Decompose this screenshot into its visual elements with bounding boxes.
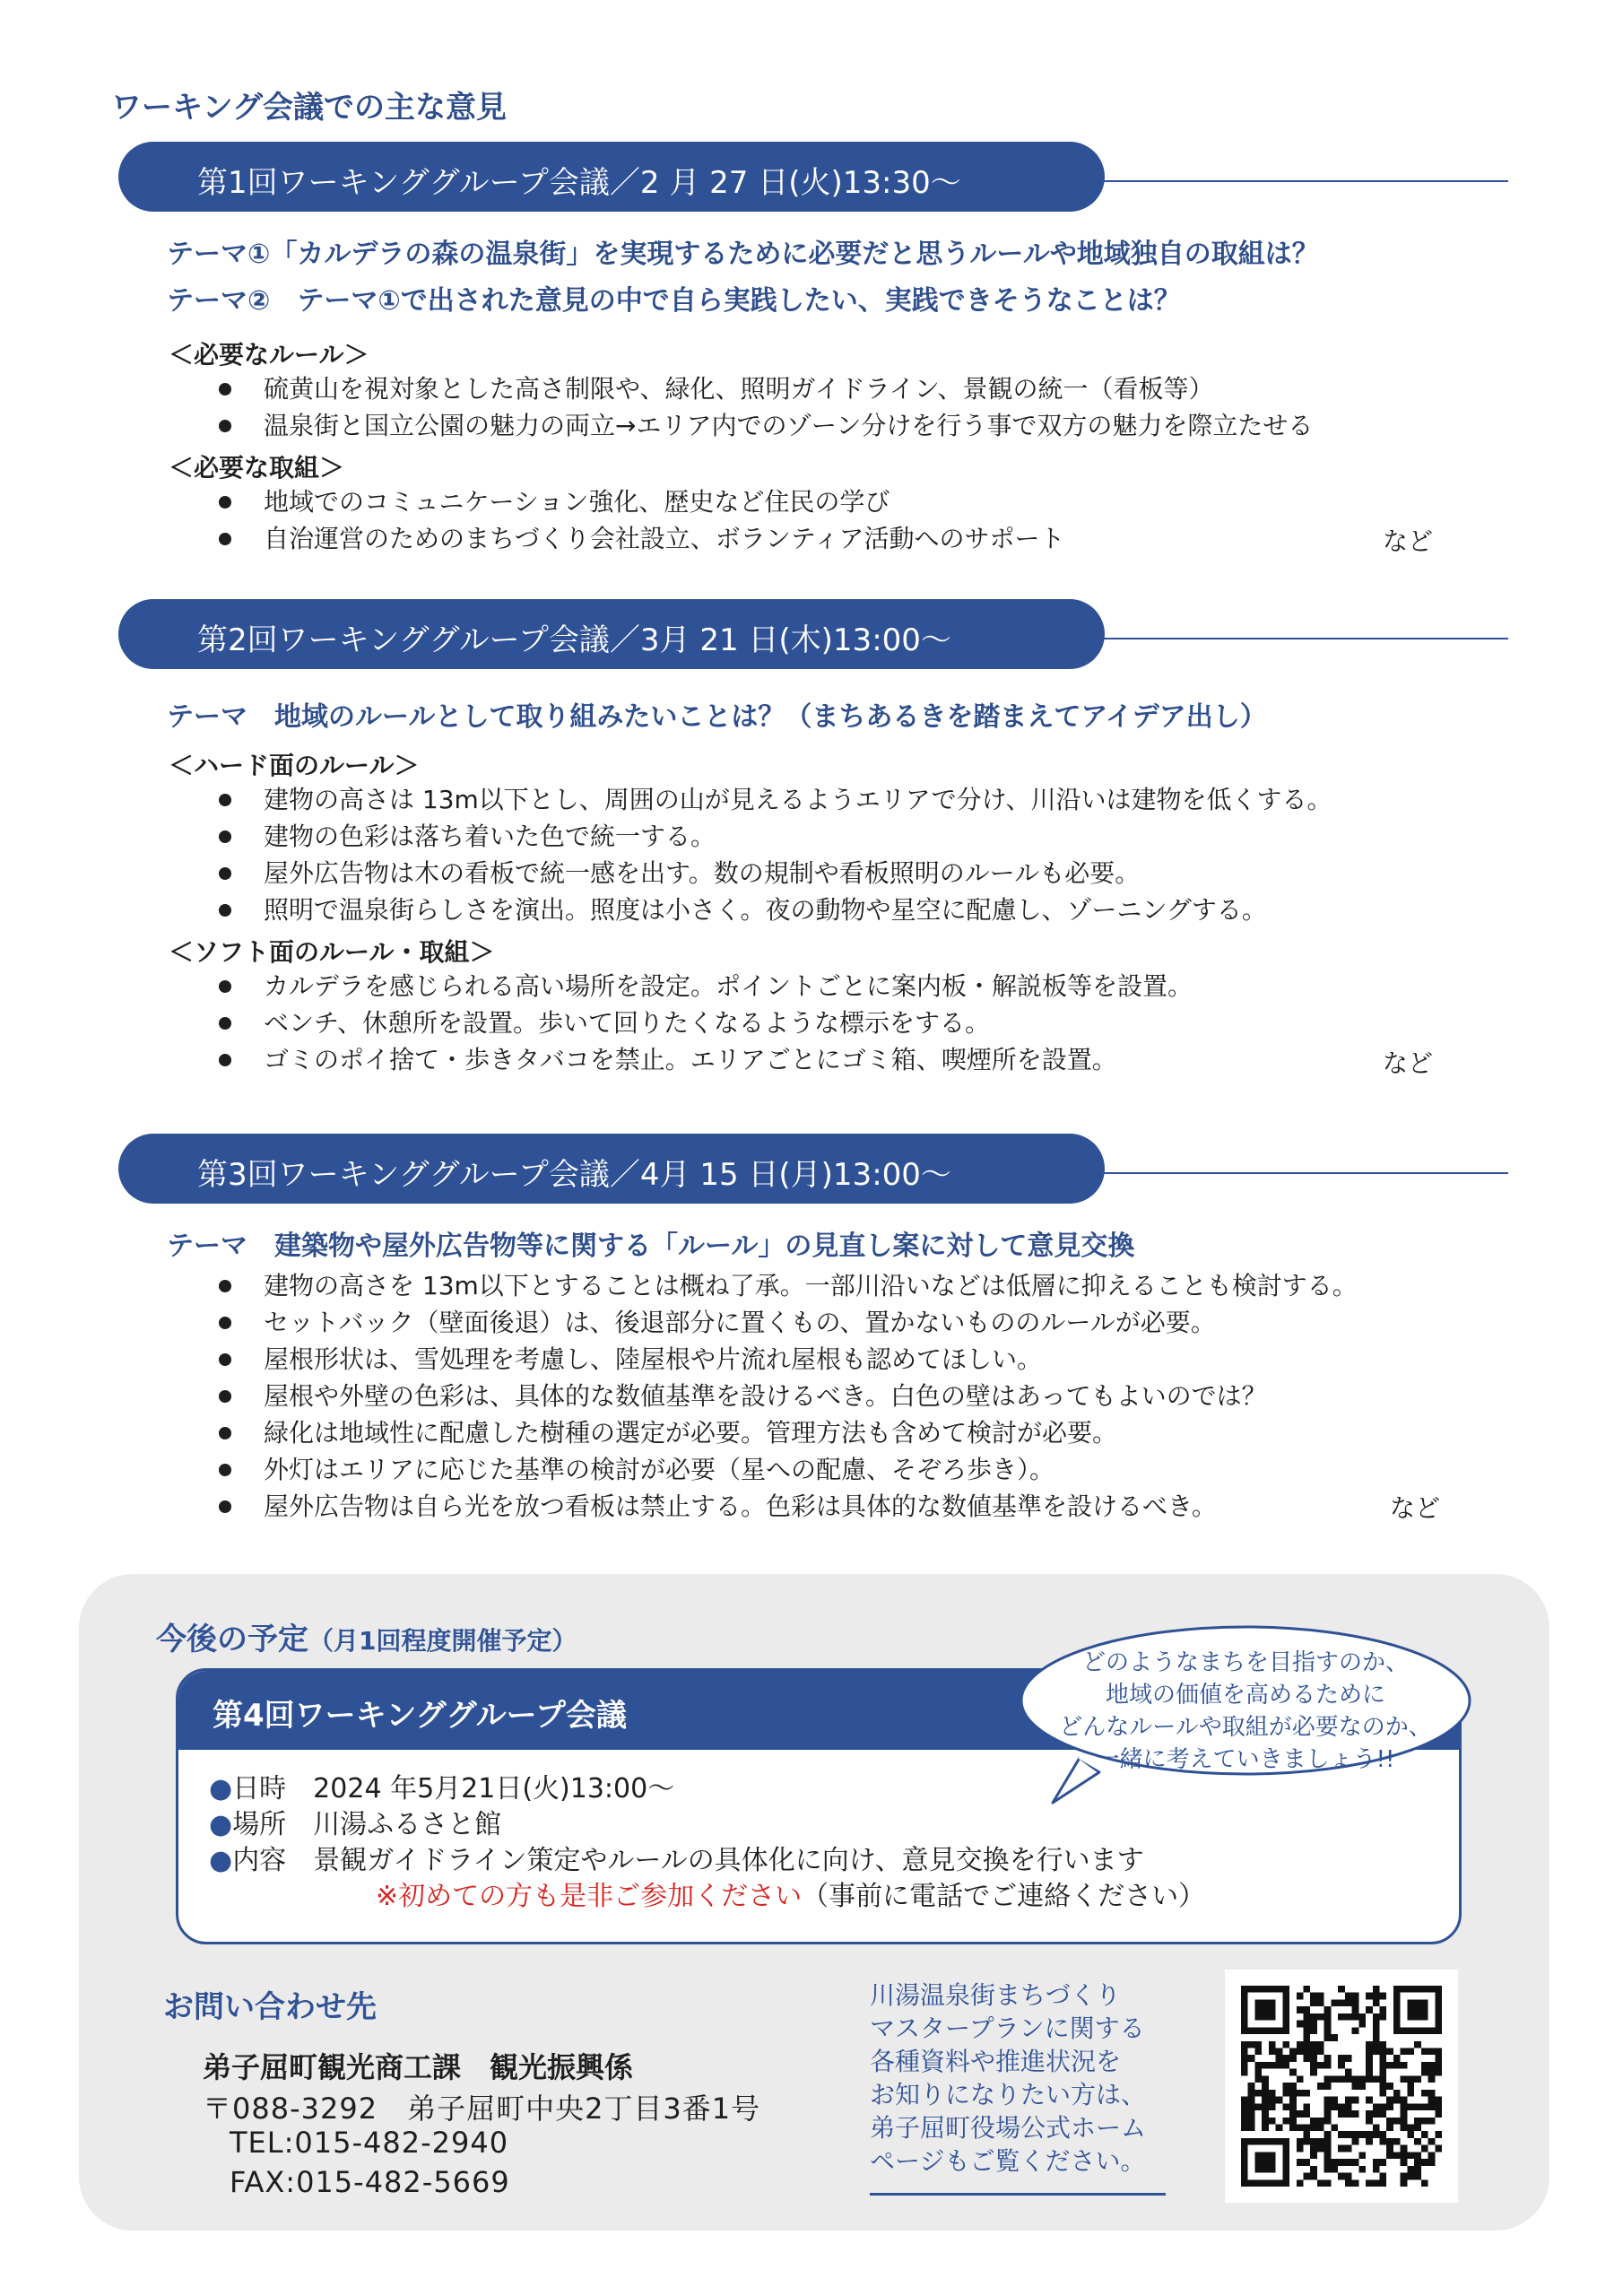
session-3-title: 第3回ワーキンググループ会議／4月 15 日(月)13:00～ bbox=[197, 1157, 951, 1193]
list-item: 外灯はエリアに応じた基準の検討が必要（星への配慮、そぞろ歩き）。 bbox=[219, 1452, 1456, 1489]
session-1-rules-list bbox=[219, 371, 1456, 445]
session-1-title: 第1回ワーキンググループ会議／2 月 27 日(火)13:30～ bbox=[197, 165, 961, 201]
bullet-icon bbox=[219, 1500, 231, 1513]
inquiry-tel: TEL:015-482-2940 bbox=[230, 2126, 509, 2160]
list-item: カルデラを感じられる高い場所を設定。ポイントごとに案内板・解説板等を設置。 bbox=[219, 969, 1456, 1005]
session-1-theme-2: テーマ② テーマ①で出された意見の中で自ら実践したい、実践できそうなことは？ bbox=[167, 285, 1181, 317]
masterplan-note: 川湯温泉街まちづくり マスタープランに関する 各種資料や推進状況を お知りになりたい方は、 弟子屈町役場公式ホーム ページもご覧ください。 bbox=[870, 1980, 1147, 2176]
session-3-header bbox=[118, 1134, 1508, 1204]
speech-bubble-text: どのようなまちを目指すのか、 地域の価値を高めるために どんなルールや取組が必要なのか、 一緒に考えていきましょう!! bbox=[1059, 1649, 1432, 1773]
list-item: 屋外広告物は自ら光を放つ看板は禁止する。色彩は具体的な数値基準を設けるべき。 bbox=[219, 1489, 1456, 1526]
bullet-icon bbox=[219, 533, 231, 545]
bullet-icon bbox=[219, 1054, 231, 1066]
inquiry-dept: 弟子屈町観光商工課 観光振興係 bbox=[203, 2050, 634, 2084]
bullet-icon: ● bbox=[209, 1845, 233, 1876]
list-item: 自治運営のためのまちづくり会社設立、ボランティア活動へのサポート bbox=[219, 521, 1456, 558]
bullet-icon bbox=[219, 420, 231, 432]
session-3-theme: テーマ 建築物や屋外広告物等に関する「ルール」の見直し案に対して意見交換 bbox=[167, 1231, 1135, 1262]
session-1-category-actions: ＜必要な取組＞ bbox=[169, 453, 345, 483]
bullet-icon bbox=[219, 867, 231, 880]
session-3-rule bbox=[1096, 1172, 1508, 1174]
schedule-title: 今後の予定（月1回程度開催予定） bbox=[156, 1622, 577, 1657]
list-item: 硫黄山を視対象とした高さ制限や、緑化、照明ガイドライン、景観の統一（看板等） bbox=[219, 371, 1456, 408]
session-2-header bbox=[118, 599, 1508, 669]
bullet-icon bbox=[219, 794, 231, 806]
meeting-4-datetime: ●日時 2024 年5月21日(火)13:00～ bbox=[209, 1773, 675, 1805]
bullet-icon bbox=[219, 383, 231, 396]
list-item: ベンチ、休憩所を設置。歩いて回りたくなるような標示をする。 bbox=[219, 1005, 1456, 1042]
bullet-icon: ● bbox=[209, 1809, 233, 1840]
session-2-hard-list bbox=[219, 782, 1456, 929]
session-2-soft-list bbox=[219, 969, 1456, 1079]
list-item: 照明で温泉街らしさを演出。照度は小さく。夜の動物や星空に配慮し、ゾーニングする。 bbox=[219, 892, 1456, 929]
session-1-suffix: など bbox=[1383, 526, 1434, 556]
bullet-icon bbox=[219, 1427, 231, 1439]
list-item: 屋外広告物は木の看板で統一感を出す。数の規制や看板照明のルールも必要。 bbox=[219, 856, 1456, 892]
bullet-icon bbox=[219, 1317, 231, 1329]
list-item: 緑化は地域性に配慮した樹種の選定が必要。管理方法も含めて検討が必要。 bbox=[219, 1415, 1456, 1452]
session-2-category-hard: ＜ハード面のルール＞ bbox=[169, 751, 420, 780]
masterplan-note-underline bbox=[870, 2193, 1166, 2196]
inquiry-address: 〒088-3292 弟子屈町中央2丁目3番1号 bbox=[203, 2092, 761, 2126]
session-1-header bbox=[118, 142, 1508, 212]
inquiry-title: お問い合わせ先 bbox=[163, 1989, 377, 2025]
list-item: ゴミのポイ捨て・歩きタバコを禁止。エリアごとにゴミ箱、喫煙所を設置。 bbox=[219, 1042, 1456, 1079]
bullet-icon bbox=[219, 1464, 231, 1476]
list-item: 建物の高さを 13m以下とすることは概ね了承。一部川沿いなどは低層に抑えることも検討する。 bbox=[219, 1268, 1456, 1305]
session-2-rule bbox=[1096, 638, 1508, 639]
inquiry-fax: FAX:015-482-5669 bbox=[230, 2165, 510, 2199]
list-item: 建物の高さは 13m以下とし、周囲の山が見えるようエリアで分け、川沿いは建物を低くする。 bbox=[219, 782, 1456, 819]
meeting-4-title: 第4回ワーキンググループ会議 bbox=[213, 1698, 627, 1734]
session-2-title: 第2回ワーキンググループ会議／3月 21 日(木)13:00～ bbox=[197, 622, 951, 658]
session-1-actions-list bbox=[219, 484, 1456, 558]
list-item: 地域でのコミュニケーション強化、歴史など住民の学び bbox=[219, 484, 1456, 521]
meeting-4-content: ●内容 景観ガイドライン策定やルールの具体化に向け、意見交換を行います bbox=[209, 1845, 1144, 1876]
session-1-category-rules: ＜必要なルール＞ bbox=[169, 340, 369, 370]
session-2-category-soft: ＜ソフト面のルール・取組＞ bbox=[169, 937, 495, 967]
bullet-icon bbox=[219, 904, 231, 917]
qr-code[interactable] bbox=[1225, 1970, 1458, 2203]
list-item: 屋根や外壁の色彩は、具体的な数値基準を設けるべき。白色の壁はあってもよいのでは？ bbox=[219, 1378, 1456, 1415]
list-item: 温泉街と国立公園の魅力の両立→エリア内でのゾーン分けを行う事で双方の魅力を際立たせる bbox=[219, 408, 1456, 445]
bullet-icon bbox=[219, 1280, 231, 1292]
bullet-icon bbox=[219, 1353, 231, 1366]
bullet-icon bbox=[219, 1390, 231, 1403]
list-item: 建物の色彩は落ち着いた色で統一する。 bbox=[219, 819, 1456, 856]
session-1-theme-1: テーマ①「カルデラの森の温泉街」を実現するために必要だと思うルールや地域独自の取組は？ bbox=[167, 239, 1319, 270]
session-2-theme: テーマ 地域のルールとして取り組みたいことは？（まちあるきを踏まえてアイデア出し） bbox=[167, 701, 1267, 733]
bullet-icon bbox=[219, 980, 231, 993]
session-1-rule bbox=[1096, 180, 1508, 182]
session-3-list bbox=[219, 1268, 1456, 1526]
session-3-suffix: など bbox=[1390, 1493, 1441, 1523]
session-2-suffix: など bbox=[1383, 1048, 1434, 1078]
meeting-4-note: ※初めての方も是非ご参加ください（事前に電話でご連絡ください） bbox=[376, 1881, 1206, 1912]
list-item: 屋根形状は、雪処理を考慮し、陸屋根や片流れ屋根も認めてほしい。 bbox=[219, 1342, 1456, 1378]
page-title: ワーキング会議での主な意見 bbox=[111, 90, 507, 126]
schedule-title-note: （月1回程度開催予定） bbox=[308, 1626, 577, 1656]
bullet-icon bbox=[219, 1017, 231, 1030]
bullet-icon bbox=[219, 831, 231, 843]
qr-code-icon bbox=[1241, 1986, 1442, 2187]
bullet-icon: ● bbox=[209, 1773, 233, 1805]
meeting-4-place: ●場所 川湯ふるさと館 bbox=[209, 1809, 502, 1840]
list-item: セットバック（壁面後退）は、後退部分に置くもの、置かないもののルールが必要。 bbox=[219, 1305, 1456, 1342]
bullet-icon bbox=[219, 496, 231, 509]
speech-bubble bbox=[1017, 1623, 1474, 1807]
